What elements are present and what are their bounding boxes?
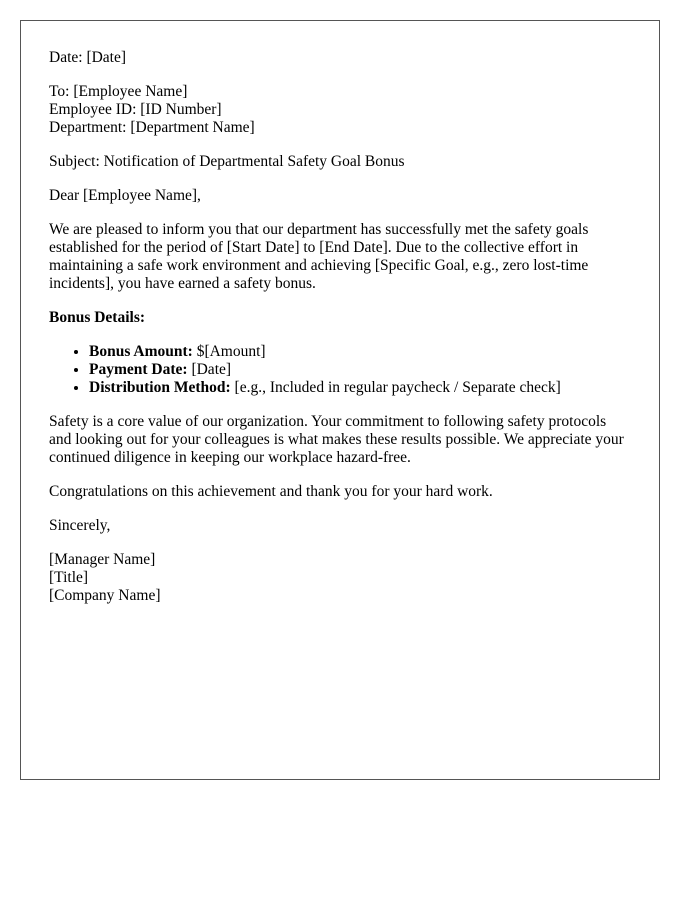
- bonus-details-heading: Bonus Details:: [49, 309, 146, 326]
- department-line: Department: [Department Name]: [49, 119, 255, 136]
- closing-block: [49, 517, 631, 535]
- subject-block: [49, 153, 631, 171]
- subject-line: Subject: Notification of Departmental Safety Goal Bonus: [49, 153, 405, 170]
- distribution-method-item: [89, 379, 631, 397]
- date-block: [49, 49, 631, 67]
- to-line: To: [Employee Name]: [49, 83, 188, 100]
- employee-id-line: Employee ID: [ID Number]: [49, 101, 222, 118]
- date-line: Date: [Date]: [49, 49, 127, 66]
- bonus-details-list: [49, 343, 631, 397]
- manager-name: [Manager Name]: [49, 551, 156, 568]
- closing: Sincerely,: [49, 517, 111, 534]
- payment-date-item: [89, 361, 631, 379]
- congrats-paragraph: Congratulations on this achievement and thank you for your hard work.: [49, 483, 493, 500]
- recipient-block: [49, 83, 631, 137]
- distribution-method-value: [e.g., Included in regular paycheck / Separate check]: [230, 379, 561, 396]
- bonus-amount-label: Bonus Amount:: [89, 343, 193, 360]
- bonus-amount-item: [89, 343, 631, 361]
- intro-paragraph: We are pleased to inform you that our department has successfully met the safety goals established for the period of [Start Date] to [End Date]. Due to the collective effort in maintaining a safe work environment and achieving [Specific Goal, e.g., zero lost-time incidents], you have earned a safety bonus.: [49, 221, 589, 292]
- bonus-amount-value: $[Amount]: [192, 343, 266, 360]
- bonus-heading-block: [49, 309, 631, 327]
- signature-block: [49, 551, 631, 605]
- payment-date-label: Payment Date:: [89, 361, 188, 378]
- distribution-method-label: Distribution Method:: [89, 379, 231, 396]
- payment-date-value: [Date]: [187, 361, 232, 378]
- company-name: [Company Name]: [49, 587, 161, 604]
- letter-document: [20, 20, 660, 780]
- salutation: Dear [Employee Name],: [49, 187, 201, 204]
- salutation-block: [49, 187, 631, 205]
- safety-paragraph: Safety is a core value of our organization. Your commitment to following safety protocols and looking out for your colleagues is what makes these results possible. We appreciate your continued diligence in keeping our workplace hazard-free.: [49, 413, 624, 466]
- manager-title: [Title]: [49, 569, 89, 586]
